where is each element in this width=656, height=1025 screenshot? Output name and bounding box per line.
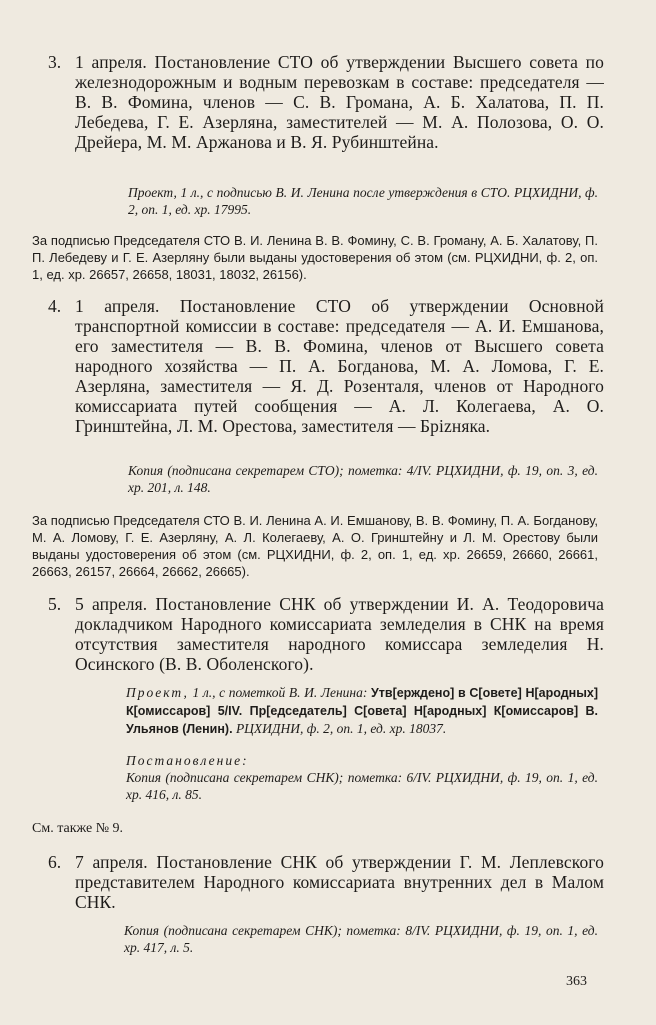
- source-archive: РЦХИДНИ, ф. 2, оп. 1, ед. хр. 18037.: [232, 721, 447, 736]
- entry-note: За подписью Председателя СТО В. И. Ленина А. И. Емшанову, В. В. Фомину, П. А. Богданову, М. А. Ломову, Г. Е. Азерляну, А. Л. Колегаеву, А. О. Гринштейну и Л. М. Орестову были выданы удостоверения об этом (см. РЦХИДНИ, ф. 2, оп. 1, ед. хр. 26659, 26660, 26661, 26663, 26157, 26664, 26662, 26665).: [32, 513, 598, 579]
- entry-note: За подписью Председателя СТО В. И. Ленина В. В. Фомину, С. В. Громану, А. Б. Халатову, П. П. Лебедеву и Г. Е. Азерляну были выданы удостоверения об этом (см. РЦХИДНИ, ф. 2, оп. 1, ед. хр. 26657, 26658, 18031, 18032, 26156).: [32, 233, 598, 282]
- entry-text: 5 апреля. Постановление СНК об утверждении И. А. Теодоровича докладчиком Народного комиссариата земледелия в СНК на время отсутствия заместителя народного комиссара земледелия Н. Осинского (В. В. Оболенского).: [75, 594, 604, 674]
- entry-3: [48, 52, 604, 152]
- see-also: См. также № 9.: [32, 821, 124, 836]
- entry-text: 1 апреля. Постановление СТО об утверждении Основной транспортной комиссии в составе: председателя — А. И. Емшанова, его заместителя — В. В. Фомина, членов от Высшего совета народного хозяйства — П. А. Богданова, М. А. Ломова, Г. Е. Азерляна, заместителя — Я. Д. Розенталя, членов от Народного комиссариата путей сообщения — А. Л. Колегаева, А. О. Гринштейна, Л. М. Орестова, заместителя — Брizняка.: [75, 296, 604, 436]
- entry-number: 4.: [48, 296, 62, 316]
- entry-source: Копия (подписана секретарем СНК); пометка: 8/IV. РЦХИДНИ, ф. 19, оп. 1, ед. хр. 417, л. 5.: [124, 923, 598, 955]
- entry-6: [48, 852, 604, 912]
- entry-number: 6.: [48, 852, 62, 872]
- entry-text: 1 апреля. Постановление СТО об утверждении Высшего совета по железнодорожным и водным перевозкам в составе: председателя — В. В. Фомина, членов — С. В. Громана, А. Б. Халатова, П. П. Лебедева, Г. Е. Азерляна, заместителей — М. А. Полозова, О. О. Дрейера, М. М. Аржанова и В. Я. Рубинштейна.: [75, 52, 604, 152]
- entry-source: [126, 684, 598, 738]
- entry-source: Проект, 1 л., с подписью В. И. Ленина после утверждения в СТО. РЦХИДНИ, ф. 2, оп. 1, ед. хр. 17995.: [128, 185, 598, 217]
- entry-5: [48, 594, 604, 674]
- entry-4: [48, 296, 604, 436]
- lenin-annotation: Утв[ерждено] в С[овете] Н[ародных] К[омиссаров] 5/IV. Пр[едседатель] С[овета] Н[ародных] К[омиссаров] В. Ульянов (Ленин).: [126, 686, 598, 736]
- source-label: Постановление:: [126, 753, 249, 768]
- entry-source-2: [126, 752, 598, 803]
- source-text: Копия (подписана секретарем СНК); пометка: 6/IV. РЦХИДНИ, ф. 19, оп. 1, ед. хр. 416, л. 85.: [126, 770, 598, 802]
- source-label: Проект,: [126, 685, 189, 700]
- entry-number: 3.: [48, 52, 62, 72]
- entry-number: 5.: [48, 594, 62, 614]
- source-text: 1 л., с пометкой В. И. Ленина:: [188, 685, 371, 700]
- entry-text: 7 апреля. Постановление СНК об утверждении Г. М. Леплевского представителем Народного комиссариата внутренних дел в Малом СНК.: [75, 852, 604, 912]
- page-number: 363: [566, 974, 587, 989]
- entry-source: Копия (подписана секретарем СТО); пометка: 4/IV. РЦХИДНИ, ф. 19, оп. 3, ед. хр. 201, л. 148.: [128, 463, 598, 495]
